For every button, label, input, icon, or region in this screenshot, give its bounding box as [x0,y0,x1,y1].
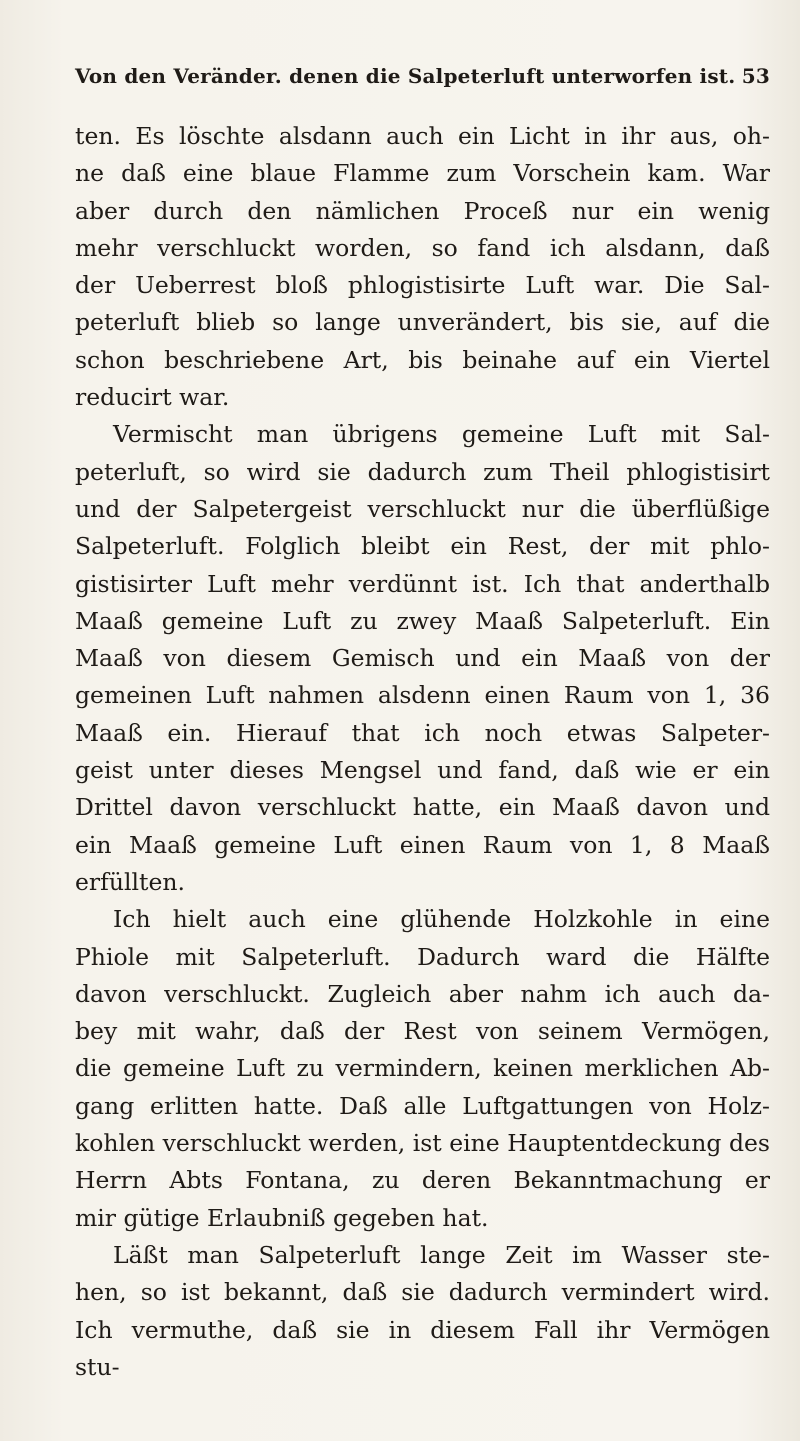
text-line: gemeinen Luft nahmen alsdenn einen Raum von 1, 36 [75,681,770,710]
text-line: Maaß ein. Hierauf that ich noch etwas Salpeter- [75,718,770,747]
text-line: ein Maaß gemeine Luft einen Raum von 1, 8 Maaß [75,830,770,859]
text-line: erfüllten. [75,867,185,896]
text-line: gistisirter Luft mehr verdünnt ist. Ich that anderthalb [75,569,770,598]
text-line: die gemeine Luft zu vermindern, keinen merklichen Ab- [75,1054,770,1083]
text-line: aber durch den nämlichen Proceß nur ein wenig [75,196,770,225]
text-line: Salpeterluft. Folglich bleibt ein Rest, der mit phlo- [75,532,770,561]
text-line: mehr verschluckt worden, so fand ich alsdann, daß [75,233,770,262]
text-line: Herrn Abts Fontana, zu deren Bekanntmachung er [75,1166,770,1195]
running-title: Von den Veränder. denen die Salpeterluft unterworfen ist. [75,64,736,88]
text-line: gang erlitten hatte. Daß alle Luftgattungen von Holz- [75,1091,770,1120]
text-line: davon verschluckt. Zugleich aber nahm ich auch da- [75,979,770,1008]
text-line: Läßt man Salpeterluft lange Zeit im Wasser ste- [113,1240,770,1269]
page-number: 53 [741,64,770,88]
text-line: schon beschriebene Art, bis beinahe auf ein Viertel [75,345,770,374]
text-line: Ich hielt auch eine glühende Holzkohle in eine [113,905,770,934]
text-line: Maaß von diesem Gemisch und ein Maaß von der [75,644,770,673]
text-line: Phiole mit Salpeterluft. Dadurch ward die Hälfte [75,942,770,971]
paragraph [75,1237,770,1386]
paragraph [75,416,770,901]
body-text [75,118,770,1386]
text-line: stu- [75,1352,120,1381]
paragraph [75,901,770,1237]
text-line: ne daß eine blaue Flamme zum Vorschein kam. War [75,159,770,188]
text-line: kohlen verschluckt werden, ist eine Hauptentdeckung des [75,1129,770,1158]
text-line: geist unter dieses Mengsel und fand, daß wie er ein [75,756,770,785]
text-line: Drittel davon verschluckt hatte, ein Maaß davon und [75,793,770,822]
text-line: und der Salpetergeist verschluckt nur die überflüßige [75,494,770,523]
text-line: peterluft blieb so lange unverändert, bis sie, auf die [75,308,770,337]
text-line: mir gütige Erlaubniß gegeben hat. [75,1203,489,1232]
text-line: bey mit wahr, daß der Rest von seinem Vermögen, [75,1017,770,1046]
text-line: peterluft, so wird sie dadurch zum Theil phlogistisirt [75,457,770,486]
running-head [75,64,770,88]
text-line: hen, so ist bekannt, daß sie dadurch vermindert wird. [75,1278,770,1307]
text-line: ten. Es löschte alsdann auch ein Licht in ihr aus, oh- [75,122,770,150]
text-line: Maaß gemeine Luft zu zwey Maaß Salpeterluft. Ein [75,606,770,635]
text-line: der Ueberrest bloß phlogistisirte Luft war. Die Sal- [75,271,770,300]
paragraph [75,118,770,416]
text-line: Vermischt man übrigens gemeine Luft mit Sal- [113,420,770,449]
text-line: reducirt war. [75,383,230,412]
text-line: Ich vermuthe, daß sie in diesem Fall ihr Vermögen [75,1315,770,1344]
